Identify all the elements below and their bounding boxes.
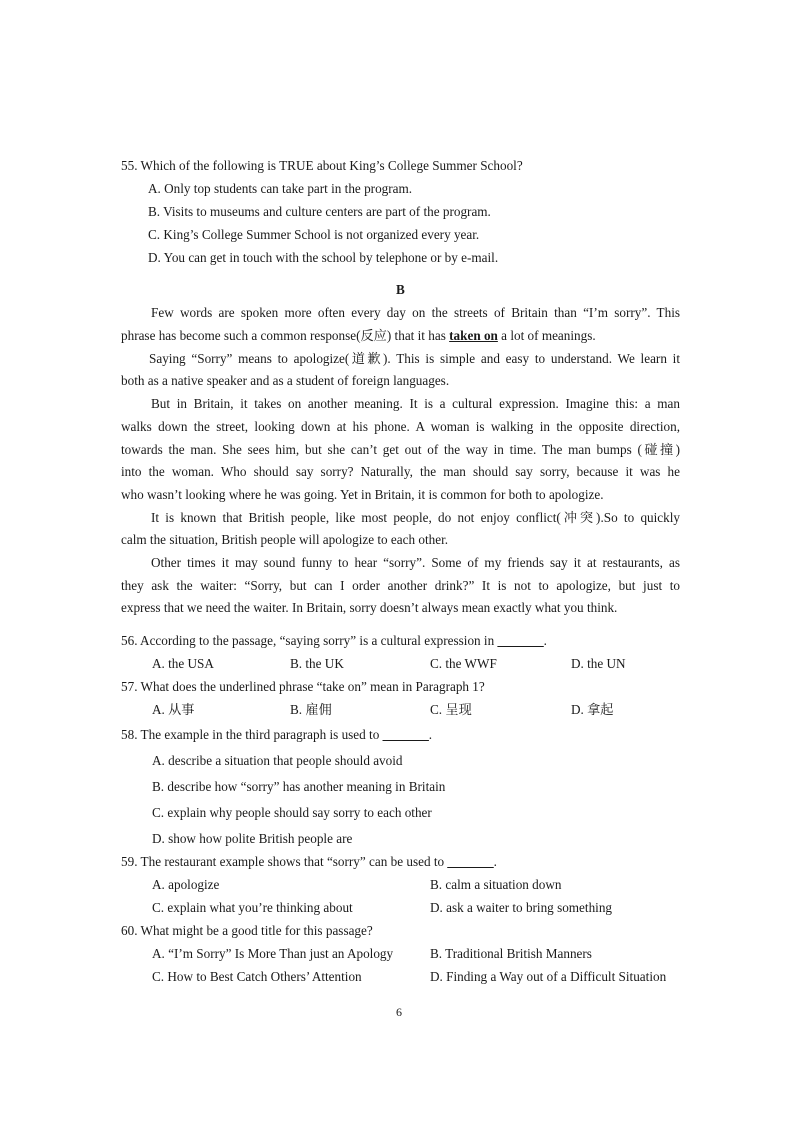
- passage-p3-line3: towards the man. She sees him, but she can’t get out of the way in time. The man bumps (碰撞): [121, 442, 680, 457]
- q58-stem-tail: .: [428, 727, 433, 742]
- q56-stem-text: 56. According to the passage, “saying sorry” is a cultural expression in: [121, 633, 498, 648]
- q56-option-c: C. the WWF: [430, 656, 497, 671]
- passage-p2-line2: both as a native speaker and as a student of foreign languages.: [121, 373, 450, 388]
- q60-stem: 60. What might be a good title for this passage?: [121, 923, 373, 938]
- q59-stem-text: 59. The restaurant example shows that “sorry” can be used to: [121, 854, 448, 869]
- passage-p1-line2-end: a lot of meanings.: [497, 328, 596, 343]
- q58-option-d: D. show how polite British people are: [152, 831, 353, 846]
- q59-option-a: A. apologize: [152, 877, 220, 892]
- passage-p3-line5: who wasn’t looking where he was going. Yet in Britain, it is common for both to apologize.: [121, 487, 604, 502]
- q59-blank: _______: [447, 854, 494, 869]
- q56-stem: [121, 632, 547, 649]
- q60-option-c: C. How to Best Catch Others’ Attention: [152, 969, 362, 984]
- page-number: 6: [396, 1005, 402, 1019]
- q57-stem: 57. What does the underlined phrase “take on” mean in Paragraph 1?: [121, 679, 485, 694]
- q58-blank: _______: [382, 727, 429, 742]
- q55-option-a: A. Only top students can take part in the program.: [148, 181, 413, 196]
- q56-stem-tail: .: [543, 633, 547, 648]
- q57-option-b: B. 雇佣: [290, 702, 332, 717]
- q58-stem-text: 58. The example in the third paragraph is used to: [121, 727, 383, 742]
- q55-stem: 55. Which of the following is TRUE about King’s College Summer School?: [121, 158, 523, 173]
- q58-option-a: A. describe a situation that people should avoid: [152, 753, 403, 768]
- q55-option-c: C. King’s College Summer School is not organized every year.: [148, 227, 480, 242]
- q57-option-c: C. 呈现: [430, 702, 472, 717]
- q59-stem: [121, 853, 497, 870]
- q60-option-d: D. Finding a Way out of a Difficult Situation: [430, 969, 667, 984]
- passage-p1-line1: Few words are spoken more often every day on the streets of Britain than “I’m sorry”. This: [151, 305, 680, 320]
- q58-stem: [121, 726, 432, 743]
- q59-option-b: B. calm a situation down: [430, 877, 562, 892]
- q55-option-d: D. You can get in touch with the school by telephone or by e-mail.: [148, 250, 499, 265]
- q57-option-a: A. 从事: [152, 702, 195, 717]
- q58-option-c: C. explain why people should say sorry to each other: [152, 805, 432, 820]
- q58-option-b: B. describe how “sorry” has another meaning in Britain: [152, 779, 446, 794]
- q56-option-b: B. the UK: [290, 656, 344, 671]
- passage-p5-line1: Other times it may sound funny to hear “sorry”. Some of my friends say it at restaurants, as: [151, 555, 680, 570]
- underlined-phrase: taken on: [449, 328, 498, 343]
- q59-option-d: D. ask a waiter to bring something: [430, 900, 613, 915]
- passage-p3-line2: walks down the street, looking down at his phone. A woman is walking in the opposite direction,: [121, 419, 680, 434]
- passage-p4-line1: It is known that British people, like most people, do not enjoy conflict(冲突).So to quickly: [151, 510, 680, 525]
- q59-stem-tail: .: [493, 854, 497, 869]
- q55-option-b: B. Visits to museums and culture centers are part of the program.: [148, 204, 491, 219]
- q56-option-d: D. the UN: [571, 656, 626, 671]
- passage-p3-line1: But in Britain, it takes on another meaning. It is a cultural expression. Imagine this: a man: [151, 396, 680, 411]
- q56-blank: _______: [497, 633, 544, 648]
- passage-p4-line2: calm the situation, British people will apologize to each other.: [121, 532, 449, 547]
- passage-p1-line2: [121, 327, 596, 344]
- passage-p2-line1: Saying “Sorry” means to apologize(道歉). This is simple and easy to understand. We learn it: [149, 351, 680, 366]
- passage-p5-line2: they ask the waiter: “Sorry, but can I order another drink?” It is not to apologize, but just to: [121, 578, 680, 593]
- q60-option-a: A. “I’m Sorry” Is More Than just an Apology: [152, 946, 394, 961]
- q59-option-c: C. explain what you’re thinking about: [152, 900, 353, 915]
- passage-p1-line2-start: phrase has become such a common response(反应) that it has: [121, 328, 450, 343]
- q56-option-a: A. the USA: [152, 656, 214, 671]
- passage-p5-line3: express that we need the waiter. In Britain, sorry doesn’t always mean exactly what you think.: [121, 600, 618, 615]
- q60-option-b: B. Traditional British Manners: [430, 946, 592, 961]
- q57-option-d: D. 拿起: [571, 702, 614, 717]
- passage-p3-line4: into the woman. Who should say sorry? Naturally, the man should say sorry, because it was he: [121, 464, 680, 479]
- section-title: B: [396, 282, 405, 297]
